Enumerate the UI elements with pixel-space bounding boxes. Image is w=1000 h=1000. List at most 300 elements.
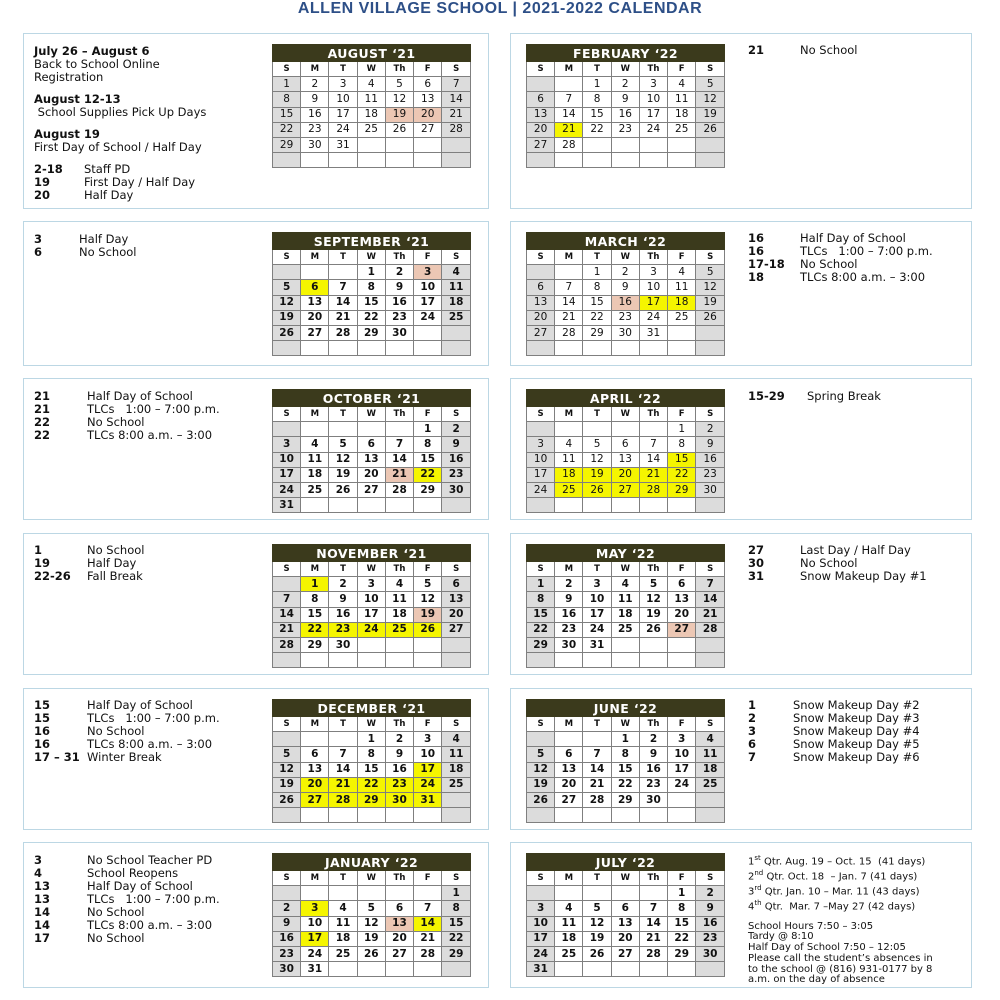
day-cell: 28 [583, 792, 611, 807]
day-cell: 12 [329, 452, 357, 467]
day-cell: 10 [329, 92, 357, 107]
empty-cell [385, 653, 413, 668]
day-cell: 15 [301, 607, 329, 622]
weekday-header: Th [385, 250, 413, 265]
day-cell: 27 [414, 122, 442, 137]
weekday-header: T [583, 871, 611, 886]
note-date: 3 [34, 232, 43, 246]
day-cell: 30 [273, 962, 301, 977]
note-date: 21 [748, 43, 765, 57]
day-cell: 6 [668, 577, 696, 592]
day-cell: 6 [555, 747, 583, 762]
day-cell: 27 [555, 792, 583, 807]
day-cell: 1 [414, 422, 442, 437]
day-cell: 16 [555, 607, 583, 622]
note-text: Spring Break [807, 389, 881, 403]
month-header: JULY ‘22 [527, 854, 725, 871]
day-cell: 12 [639, 592, 667, 607]
weekday-header: Th [639, 562, 667, 577]
empty-cell [301, 808, 329, 823]
note-date: 22-26 [34, 569, 71, 583]
empty-cell [301, 732, 329, 747]
day-cell: 29 [442, 946, 471, 961]
day-cell: 10 [668, 747, 696, 762]
day-cell: 6 [611, 437, 639, 452]
note-text: Half Day of School [800, 231, 906, 245]
day-cell: 4 [668, 265, 696, 280]
calendar-may [526, 544, 725, 668]
empty-cell [668, 792, 696, 807]
day-cell: 26 [329, 482, 357, 497]
day-cell: 11 [668, 92, 696, 107]
empty-cell [301, 422, 329, 437]
day-cell: 22 [273, 122, 301, 137]
empty-cell [696, 153, 725, 168]
weekday-header: T [583, 562, 611, 577]
day-cell: 30 [442, 482, 471, 497]
empty-cell [527, 265, 555, 280]
day-cell: 2 [611, 77, 639, 92]
day-cell: 11 [442, 280, 471, 295]
day-cell: 21 [329, 310, 357, 325]
note-line: Back to School Online [34, 57, 160, 71]
quarter-line: 4th Qtr. Mar. 7 –May 27 (42 days) [748, 899, 916, 913]
day-cell: 3 [273, 437, 301, 452]
day-cell: 27 [611, 946, 639, 961]
notes-oct [34, 390, 264, 442]
day-cell: 26 [357, 946, 385, 961]
weekday-header: T [583, 717, 611, 732]
day-cell: 18 [555, 931, 583, 946]
day-cell: 3 [583, 577, 611, 592]
day-cell: 26 [583, 946, 611, 961]
note-text: School Reopens [87, 866, 179, 880]
empty-cell [611, 653, 639, 668]
empty-cell [668, 498, 696, 513]
weekday-header: S [527, 407, 555, 422]
weekday-header: T [329, 250, 357, 265]
calendar-apr [526, 389, 725, 513]
month-header: SEPTEMBER ‘21 [273, 233, 471, 250]
day-cell: 17 [414, 295, 442, 310]
day-cell: 20 [555, 777, 583, 792]
day-cell: 5 [385, 77, 413, 92]
day-cell: 7 [696, 577, 725, 592]
day-cell: 23 [611, 122, 639, 137]
empty-cell [639, 422, 667, 437]
empty-cell [329, 422, 357, 437]
weekday-header: S [442, 562, 471, 577]
empty-cell [583, 498, 611, 513]
note-row [748, 751, 968, 764]
day-cell: 6 [301, 280, 329, 295]
weekday-header: F [668, 717, 696, 732]
day-cell: 12 [273, 295, 301, 310]
weekday-header: S [273, 407, 301, 422]
day-cell: 25 [696, 777, 725, 792]
day-cell: 2 [385, 732, 413, 747]
day-cell: 29 [357, 792, 385, 807]
empty-cell [414, 653, 442, 668]
quarter-dates [748, 853, 970, 914]
weekday-header: M [301, 250, 329, 265]
day-cell: 24 [414, 777, 442, 792]
weekday-header: S [527, 562, 555, 577]
weekday-header: S [273, 717, 301, 732]
day-cell: 10 [414, 280, 442, 295]
empty-cell [329, 962, 357, 977]
day-cell: 14 [442, 92, 471, 107]
weekday-header: T [329, 562, 357, 577]
weekday-header: W [611, 717, 639, 732]
day-cell: 14 [696, 592, 725, 607]
day-cell: 5 [583, 437, 611, 452]
day-cell: 2 [696, 886, 725, 901]
day-cell: 22 [668, 467, 696, 482]
day-cell: 23 [555, 622, 583, 637]
weekday-header: F [668, 62, 696, 77]
note-text: Half Day of School [87, 389, 193, 403]
day-cell: 22 [414, 467, 442, 482]
empty-cell [414, 341, 442, 356]
empty-cell [555, 498, 583, 513]
note-date: 21 [34, 389, 51, 403]
note-rows [34, 163, 264, 202]
note-text: Half Day [79, 232, 129, 246]
weekday-header: Th [639, 250, 667, 265]
note-text: TLCs 8:00 a.m. – 3:00 [87, 737, 213, 751]
empty-cell [555, 153, 583, 168]
empty-cell [555, 653, 583, 668]
day-cell: 20 [414, 107, 442, 122]
day-cell: 2 [611, 265, 639, 280]
empty-cell [668, 137, 696, 152]
day-cell: 11 [442, 747, 471, 762]
note-date: 3 [34, 853, 43, 867]
note-date: 22 [34, 415, 51, 429]
day-cell: 4 [301, 437, 329, 452]
day-cell: 2 [273, 901, 301, 916]
day-cell: 7 [329, 280, 357, 295]
day-cell: 10 [357, 592, 385, 607]
day-cell: 24 [357, 622, 385, 637]
day-cell: 11 [555, 452, 583, 467]
note-heading: August 12-13 [34, 92, 121, 106]
empty-cell [385, 153, 413, 168]
weekday-header: W [357, 717, 385, 732]
month-header: DECEMBER ‘21 [273, 700, 471, 717]
day-cell: 24 [583, 622, 611, 637]
notes-aug [34, 45, 264, 202]
empty-cell [583, 153, 611, 168]
day-cell: 15 [442, 916, 471, 931]
day-cell: 30 [555, 637, 583, 652]
empty-cell [442, 808, 471, 823]
note-rows [34, 854, 270, 945]
note-date: 13 [34, 879, 51, 893]
day-cell: 19 [273, 310, 301, 325]
day-cell: 3 [639, 77, 667, 92]
weekday-header: S [527, 250, 555, 265]
weekday-header: S [273, 250, 301, 265]
day-cell: 14 [639, 916, 667, 931]
empty-cell [414, 886, 442, 901]
day-cell: 21 [273, 622, 301, 637]
day-cell: 18 [668, 295, 696, 310]
empty-cell [414, 498, 442, 513]
empty-cell [527, 153, 555, 168]
weekday-header: T [329, 407, 357, 422]
day-cell: 15 [611, 762, 639, 777]
note-text: Staff PD [84, 162, 131, 176]
day-cell: 8 [442, 901, 471, 916]
note-text: Fall Break [87, 569, 143, 583]
day-cell: 26 [273, 792, 301, 807]
day-cell: 22 [611, 777, 639, 792]
note-text: TLCs 1:00 – 7:00 p.m. [87, 892, 220, 906]
day-cell: 25 [668, 122, 696, 137]
day-cell: 27 [442, 622, 471, 637]
day-cell: 18 [696, 762, 725, 777]
weekday-header: F [414, 562, 442, 577]
day-cell: 8 [301, 592, 329, 607]
day-cell: 10 [639, 280, 667, 295]
day-cell: 1 [668, 422, 696, 437]
info-line: Tardy @ 8:10 [748, 931, 814, 943]
day-cell: 4 [329, 901, 357, 916]
day-cell: 20 [442, 607, 471, 622]
empty-cell [696, 498, 725, 513]
empty-cell [527, 341, 555, 356]
note-text: No School Teacher PD [87, 853, 213, 867]
day-cell: 10 [273, 452, 301, 467]
note-row [748, 44, 968, 57]
note-row [34, 544, 264, 557]
weekday-header: F [668, 871, 696, 886]
note-text: No School [87, 543, 145, 557]
school-info [748, 922, 970, 987]
empty-cell [329, 341, 357, 356]
weekday-header: S [696, 407, 725, 422]
empty-cell [357, 637, 385, 652]
note-text: Snow Makeup Day #5 [793, 737, 920, 751]
calendar-dec [272, 699, 471, 823]
weekday-header: S [696, 250, 725, 265]
weekday-header: W [611, 250, 639, 265]
day-cell: 7 [639, 901, 667, 916]
note-rows [748, 44, 968, 57]
note-heading: July 26 – August 6 [34, 44, 150, 58]
day-cell: 21 [639, 467, 667, 482]
quarter-line: 2nd Qtr. Oct. 18 – Jan. 7 (41 days) [748, 869, 918, 883]
day-cell: 21 [555, 122, 583, 137]
day-cell: 10 [583, 592, 611, 607]
empty-cell [442, 498, 471, 513]
day-cell: 25 [385, 622, 413, 637]
note-date: 18 [748, 270, 765, 284]
empty-cell [611, 422, 639, 437]
month-header: JANUARY ‘22 [273, 854, 471, 871]
info-line: School Hours 7:50 – 3:05 [748, 920, 874, 932]
day-cell: 28 [442, 122, 471, 137]
empty-cell [555, 422, 583, 437]
day-cell: 28 [696, 622, 725, 637]
day-cell: 17 [273, 467, 301, 482]
day-cell: 2 [301, 77, 329, 92]
empty-cell [668, 325, 696, 340]
month-header: JUNE ‘22 [527, 700, 725, 717]
day-cell: 15 [583, 107, 611, 122]
empty-cell [555, 265, 583, 280]
weekday-header: M [555, 62, 583, 77]
day-cell: 14 [385, 452, 413, 467]
empty-cell [555, 77, 583, 92]
empty-cell [273, 653, 301, 668]
empty-cell [639, 498, 667, 513]
day-cell: 9 [385, 747, 413, 762]
empty-cell [442, 325, 471, 340]
weekday-header: W [611, 871, 639, 886]
note-date: 15 [34, 711, 51, 725]
weekday-header: F [668, 562, 696, 577]
empty-cell [273, 732, 301, 747]
calendar-aug [272, 44, 471, 168]
day-cell: 8 [357, 280, 385, 295]
day-cell: 16 [301, 107, 329, 122]
day-cell: 2 [639, 732, 667, 747]
day-cell: 26 [273, 325, 301, 340]
day-cell: 18 [668, 107, 696, 122]
empty-cell [696, 808, 725, 823]
day-cell: 20 [385, 931, 413, 946]
note-rows [748, 390, 968, 403]
note-rows [748, 699, 968, 764]
empty-cell [611, 808, 639, 823]
day-cell: 25 [442, 777, 471, 792]
note-text: Half Day [87, 556, 137, 570]
empty-cell [273, 265, 301, 280]
note-date: 16 [34, 737, 51, 751]
note-text: No School [800, 43, 858, 57]
empty-cell [611, 341, 639, 356]
note-row [34, 751, 264, 764]
day-cell: 12 [357, 916, 385, 931]
note-text: Snow Makeup Day #3 [793, 711, 920, 725]
empty-cell [555, 732, 583, 747]
day-cell: 14 [414, 916, 442, 931]
note-line: School Supplies Pick Up Days [34, 105, 207, 119]
day-cell: 13 [442, 592, 471, 607]
day-cell: 6 [414, 77, 442, 92]
day-cell: 15 [527, 607, 555, 622]
empty-cell [555, 808, 583, 823]
day-cell: 24 [527, 482, 555, 497]
empty-cell [273, 341, 301, 356]
notes-apr [748, 390, 968, 403]
day-cell: 20 [611, 931, 639, 946]
day-cell: 16 [696, 452, 725, 467]
day-cell: 1 [357, 732, 385, 747]
empty-cell [668, 153, 696, 168]
day-cell: 17 [527, 467, 555, 482]
empty-cell [583, 653, 611, 668]
day-cell: 13 [301, 295, 329, 310]
weekday-header: Th [385, 62, 413, 77]
empty-cell [442, 653, 471, 668]
day-cell: 13 [385, 916, 413, 931]
day-cell: 22 [442, 931, 471, 946]
info-line: Please call the student’s absences in [748, 952, 933, 964]
day-cell: 14 [555, 295, 583, 310]
calendar-jul [526, 853, 725, 977]
day-cell: 30 [301, 137, 329, 152]
day-cell: 24 [329, 122, 357, 137]
day-cell: 8 [583, 280, 611, 295]
day-cell: 3 [414, 732, 442, 747]
day-cell: 18 [385, 607, 413, 622]
empty-cell [273, 886, 301, 901]
day-cell: 30 [385, 792, 413, 807]
weekday-header: S [442, 717, 471, 732]
day-cell: 30 [385, 325, 413, 340]
day-cell: 22 [301, 622, 329, 637]
note-text: Half Day of School [87, 698, 193, 712]
day-cell: 9 [611, 280, 639, 295]
empty-cell [385, 422, 413, 437]
empty-cell [301, 498, 329, 513]
empty-cell [696, 653, 725, 668]
weekday-header: T [329, 717, 357, 732]
day-cell: 19 [583, 931, 611, 946]
day-cell: 29 [668, 482, 696, 497]
day-cell: 7 [385, 437, 413, 452]
note-date: 22 [34, 428, 51, 442]
empty-cell [611, 498, 639, 513]
day-cell: 15 [583, 295, 611, 310]
empty-cell [301, 265, 329, 280]
empty-cell [583, 341, 611, 356]
weekday-header: S [273, 871, 301, 886]
weekday-header: M [555, 407, 583, 422]
day-cell: 23 [385, 777, 413, 792]
note-date: 2-18 [34, 162, 63, 176]
note-text: Snow Makeup Day #2 [793, 698, 920, 712]
day-cell: 5 [273, 280, 301, 295]
day-cell: 4 [611, 577, 639, 592]
note-row [34, 429, 264, 442]
empty-cell [611, 153, 639, 168]
note-date: 6 [748, 737, 757, 751]
note-text: First Day / Half Day [84, 175, 196, 189]
empty-cell [696, 341, 725, 356]
note-row [34, 246, 264, 259]
weekday-header: T [583, 250, 611, 265]
day-cell: 29 [527, 637, 555, 652]
note-row [34, 932, 270, 945]
day-cell: 25 [668, 310, 696, 325]
note-row [34, 570, 264, 583]
note-row [34, 403, 264, 416]
empty-cell [527, 808, 555, 823]
day-cell: 20 [527, 122, 555, 137]
note-date: 17-18 [748, 257, 785, 271]
empty-cell [583, 962, 611, 977]
weekday-header: Th [385, 871, 413, 886]
day-cell: 13 [668, 592, 696, 607]
day-cell: 23 [696, 931, 725, 946]
notes-feb [748, 44, 968, 57]
day-cell: 10 [301, 916, 329, 931]
